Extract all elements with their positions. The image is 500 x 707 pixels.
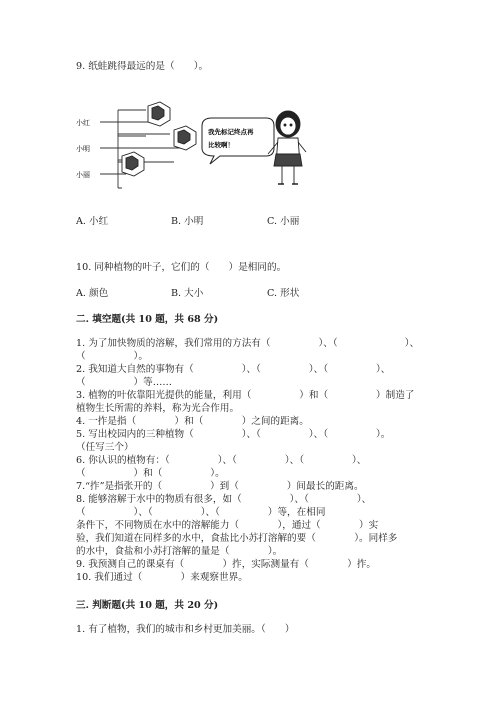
speech-line-1: 我先标记终点再 — [208, 128, 254, 136]
q10-option-b: B. 大小 — [171, 288, 204, 299]
fill-line: （ ）和（ ）。 — [76, 468, 225, 479]
q10-option-c: C. 形状 — [267, 288, 300, 299]
fill-line: （ ）等…… — [76, 377, 172, 388]
question-10-stem: 10. 同种植物的叶子，它们的（ ）是相同的。 — [76, 262, 287, 273]
fill-line: 的水中，食盐和小苏打溶解的量是（ ）。 — [76, 546, 283, 557]
fill-line: 7.“拃”是指张开的（ ）到（ ）间最长的距离。 — [76, 481, 364, 492]
judge-line: 1. 有了植物，我们的城市和乡村更加美丽。（ ） — [76, 624, 295, 635]
fill-line: （任写三个） — [76, 442, 134, 453]
fill-line: 9. 我预测自己的课桌有（ ）拃，实际测量有（ ）拃。 — [76, 559, 377, 570]
q10-option-a: A. 颜色 — [76, 288, 109, 299]
paper-frog-icons — [122, 102, 196, 176]
frog-jump-illustration — [70, 92, 310, 192]
fill-line: 8. 能够溶解于水中的物质有很多，如（ ）、（ ）、 — [76, 494, 372, 505]
fill-line: 4. 一拃是指（ ）和（ ）之间的距离。 — [76, 416, 309, 427]
label-xiaoli: 小丽 — [76, 171, 90, 179]
label-xiaoming: 小明 — [76, 145, 90, 153]
label-xiaohong: 小红 — [76, 119, 90, 127]
question-9-stem: 9. 纸蛙跳得最远的是（ ）。 — [76, 61, 209, 72]
fill-line: 5. 写出校园内的三种植物（ ）、（ ）、（ ）。 — [76, 429, 391, 440]
q9-option-a: A. 小红 — [76, 216, 109, 227]
fill-line: 植物生长所需的养料，称为光合作用。 — [76, 403, 240, 414]
fill-line: 6. 你认识的植物有：（ ）、（ ）、（ ）、 — [76, 455, 367, 466]
fill-line: 3. 植物的叶依靠阳光提供的能量，利用（ ）和（ ）制造了 — [76, 390, 415, 401]
fill-line: 1. 为了加快物质的溶解，我们常用的方法有（ ）、（ ）、 — [76, 338, 420, 349]
q9-option-c: C. 小丽 — [267, 216, 300, 227]
fill-line: （ ）。 — [76, 351, 148, 362]
speech-bubble — [202, 118, 274, 164]
section-3-title: 三. 判断题(共 10 题，共 20 分) — [76, 600, 219, 611]
speech-line-2: 比较啊！ — [208, 141, 234, 149]
fill-line: 2. 我知道大自然的事物有（ ）、（ ）、（ ）、 — [76, 364, 391, 375]
fill-line: 验，我们知道在同样多的水中，食盐比小苏打溶解的要（ ）。同样多 — [76, 533, 398, 544]
section-2-title: 二. 填空题(共 10 题，共 68 分) — [76, 314, 219, 325]
fill-line: （ ）、（ ）、（ ）等，在相同 — [76, 507, 326, 518]
q9-option-b: B. 小明 — [171, 216, 204, 227]
fill-line: 条件下，不同物质在水中的溶解能力（ ），通过（ ）实 — [76, 520, 379, 531]
fill-line: 10. 我们通过（ ）来观察世界。 — [76, 572, 248, 583]
